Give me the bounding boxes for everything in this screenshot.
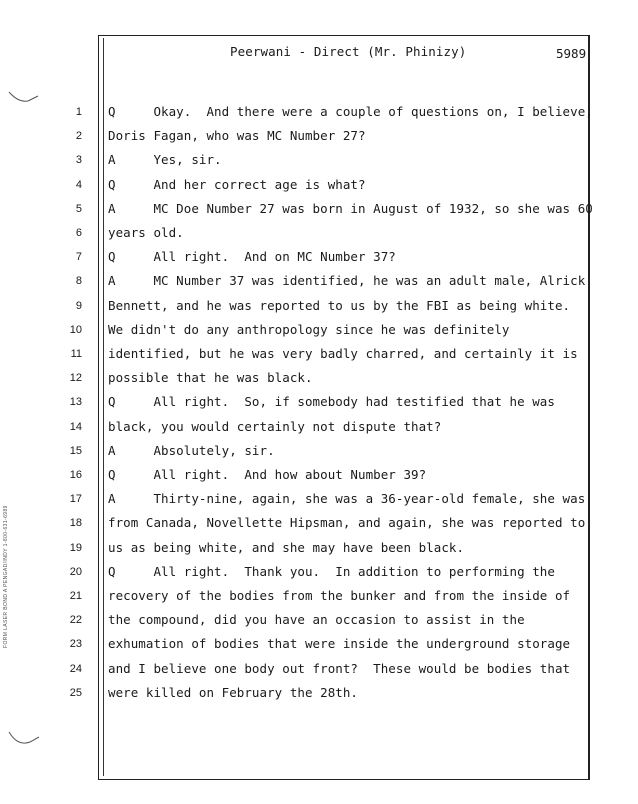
line-number: 4 (75, 178, 82, 191)
transcript-line: A Absolutely, sir. (108, 442, 275, 458)
transcript-line: recovery of the bodies from the bunker and from the inside of (108, 588, 571, 603)
line-number: 3 (75, 154, 82, 167)
line-number: 12 (69, 372, 82, 385)
transcript-line: A Thirty-nine, again, she was a 36-year-old female, she was (108, 491, 586, 507)
line-number: 14 (69, 420, 82, 433)
pen-mark-bottom (6, 728, 40, 750)
line-number: 21 (69, 590, 82, 602)
transcript-line: A MC Doe Number 27 was born in August of 1932, so she was 60 (108, 200, 593, 216)
pen-mark-top (6, 88, 40, 108)
line-number: 15 (69, 444, 82, 457)
transcript-line: Doris Fagan, who was MC Number 27? (108, 128, 366, 144)
transcript-line: Q And her correct age is what? (108, 176, 366, 192)
line-number: 6 (75, 227, 82, 239)
line-number: 25 (69, 686, 82, 699)
line-number: 13 (69, 396, 82, 409)
transcript-line: Q Okay. And there were a couple of questions on, I believe, (108, 104, 593, 119)
transcript-line: We didn't do any anthropology since he was definitely (108, 321, 510, 337)
line-number: 11 (70, 348, 82, 360)
line-number: 10 (69, 323, 82, 336)
line-number: 8 (75, 275, 82, 288)
transcript-line: and I believe one body out front? These would be bodies that (108, 660, 571, 676)
transcript-line: A MC Number 37 was identified, he was an adult male, Alrick (108, 273, 586, 289)
line-number: 19 (69, 541, 82, 554)
line-number: 5 (75, 202, 82, 215)
transcript-line: Q All right. So, if somebody had testified that he was (108, 394, 555, 410)
transcript-line: A Yes, sir. (108, 152, 222, 168)
line-number: 18 (69, 517, 82, 530)
transcript-line: Q All right. Thank you. In addition to performing the (108, 563, 555, 579)
transcript-line: Q All right. And on MC Number 37? (108, 249, 396, 265)
transcript-line: Q All right. And how about Number 39? (108, 467, 427, 482)
transcript-line: Bennett, and he was reported to us by the FBI as being white. (108, 297, 571, 313)
line-number: 2 (75, 130, 82, 143)
line-number: 9 (75, 299, 82, 312)
transcript-line: possible that he was black. (108, 370, 313, 386)
line-number: 17 (69, 493, 82, 506)
transcript-line: years old. (108, 225, 184, 240)
transcript-line: black, you would certainly not dispute that? (108, 418, 442, 434)
transcript-line: were killed on February the 28th. (108, 684, 358, 700)
line-number: 20 (69, 565, 82, 578)
transcript-line: the compound, did you have an occasion to assist in the (108, 612, 525, 628)
page-number: 5989 (556, 46, 587, 61)
line-number-divider (103, 38, 104, 776)
page-header-title: Peerwani - Direct (Mr. Phinizy) (230, 44, 467, 59)
transcript-line: exhumation of bodies that were inside the underground storage (108, 636, 571, 652)
line-number: 22 (69, 614, 82, 627)
transcript-line: us as being white, and she may have been black. (108, 539, 465, 555)
transcript-line: from Canada, Novellette Hipsman, and again, she was reported to (108, 515, 586, 531)
line-number: 24 (69, 662, 82, 675)
line-number: 16 (69, 469, 82, 481)
line-number: 23 (69, 638, 82, 651)
transcript-line: identified, but he was very badly charred, and certainly it is (108, 346, 578, 361)
margin-form-note: FORM LASER BOND A PENGAD/INDY 1-800-631-6989 (3, 505, 9, 648)
line-number: 7 (75, 251, 82, 264)
line-number: 1 (75, 106, 82, 118)
